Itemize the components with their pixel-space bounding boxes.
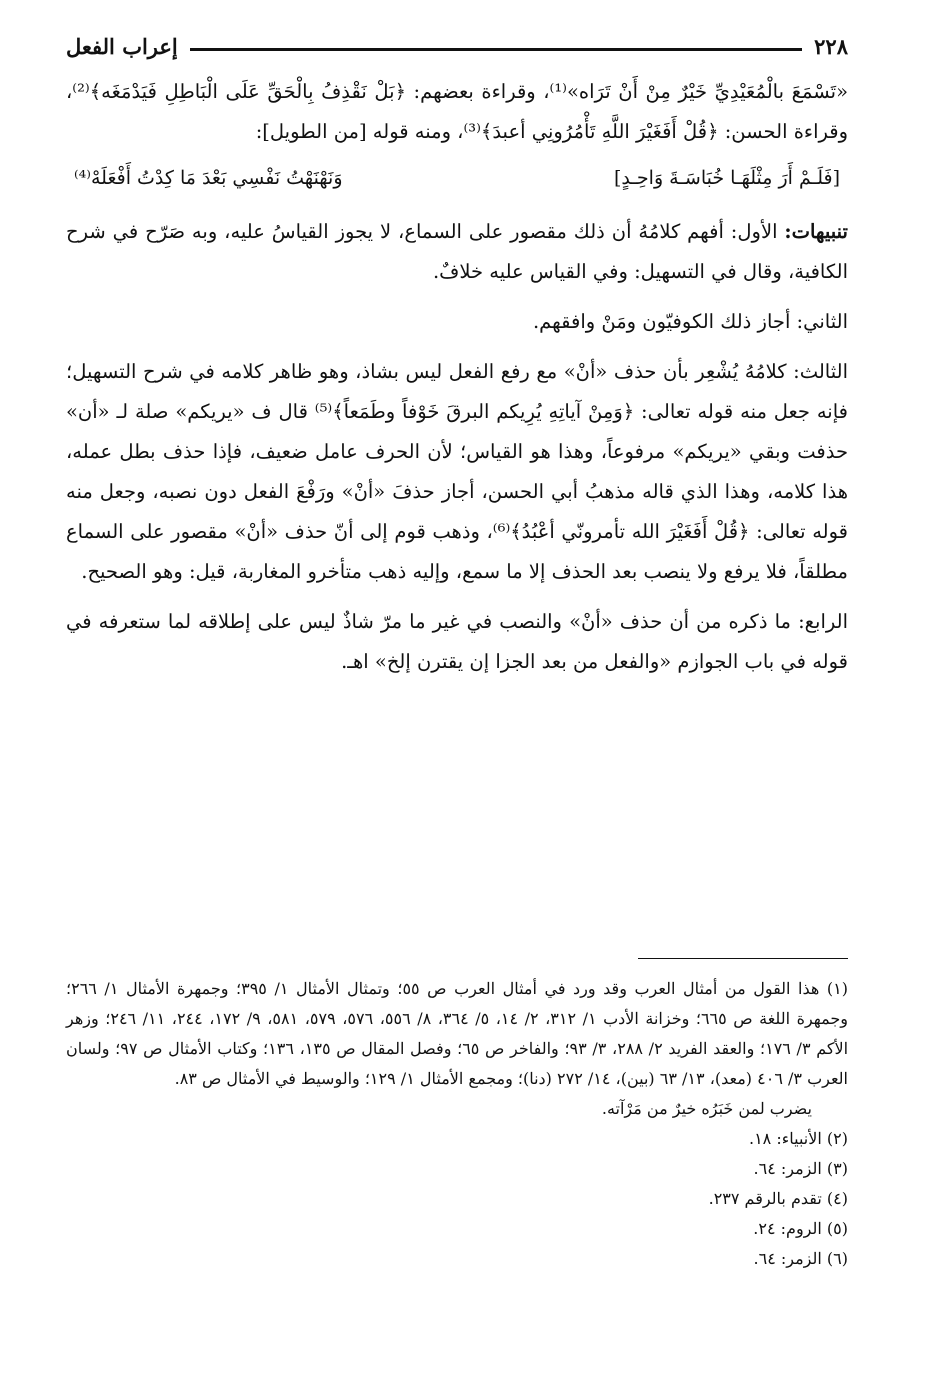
main-text — [66, 72, 848, 682]
paragraph-fourth: الرابع: ما ذكره من أن حذف «أنْ» والنصب في غير ما مرّ شاذٌ ليس على إطلاقه لما ستعرفه في قوله في باب الجوازم «والفعل من بعد الجزا إن يقترن إلخ» اهـ. — [66, 610, 848, 673]
verse-first-hemistich: [فَلَـمْ أَرَ مِثْلَهَـا خُبَاسَـةَ وَاحِـدٍ] — [613, 167, 840, 189]
paragraph-second: الثاني: أجاز ذلك الكوفيّون ومَنْ وافقهم. — [532, 310, 848, 333]
footnote-separator — [638, 958, 848, 959]
footnote-3: (٣) الزمر: ٦٤. — [753, 1159, 848, 1178]
header-rule — [190, 48, 802, 51]
notes-first-text: الأول: أفهم كلامُهُ أن ذلك مقصور على السماع، لا يجوز القياسُ عليه، وبه صَرّح في شرح الكافية، وقال في التسهيل: وفي القياس عليه خلافٌ. — [66, 220, 848, 283]
footnote-1: (١) هذا القول من أمثال العرب وقد ورد في أمثال العرب ص ٥٥؛ وتمثال الأمثال ١/ ٣٩٥؛ وجمهرة الأمثال ١/ ٢٦٦؛ وجمهرة اللغة ص ٦٦٥؛ وخزانة الأدب ١/ ٣١٢، ٢/ ١٤، ٥/ ٣٦٤، ٨/ ٥٥٦، ٥٧٦، ٥٧٩، ٥٨١، ٩/ ١٧٢، ٢٤٤، ١١/ ٢٤٦؛ وزهر الأكم ٣/ ١٧٦؛ والعقد الفريد ٢/ ٢٨٨، ٣/ ٩٣؛ والفاخر ص ٦٥؛ وفصل المقال ص ١٣٥، ١٣٦؛ وكتاب الأمثال ص ٩٧؛ ولسان العرب ٣/ ٤٠٦ (معد)، ١٣/ ٦٣ (بين)، ١٤/ ٢٧٢ (دنا)؛ ومجمع الأمثال ١/ ١٢٩؛ والوسيط في الأمثال ص ٨٣. — [66, 979, 849, 1088]
footnote-1-note: يضرب لمن خَبَرُه خيرٌ من مَرْآته. — [601, 1099, 812, 1118]
verse-second-hemistich: وَنَهْنَهْتُ نَفْسِي بَعْدَ مَا كِدْتُ أَفْعَلَهْ⁽⁴⁾ — [74, 167, 343, 189]
paragraph-third: الثالث: كلامُهُ يُشْعِر بأن حذف «أنْ» مع رفع الفعل ليس بشاذ، وهو ظاهر كلامه في شرح التسهيل؛ فإنه جعل منه قوله تعالى: ﴿وَمِنْ آياتِهِ يُرِيكم البرقَ خَوْفاً وطَمَعاً﴾⁽⁵⁾ قال ف «يريكم» صلة لـ «أن» حذفت وبقي «يريكم» مرفوعاً، وهذا هو القياس؛ لأن الحرف عامل ضعيف، فإذا حذف بطل عمله، هذا كلامه، وهذا الذي قاله مذهبُ أبي الحسن، أجاز حذفَ «أنْ» ورَفْعَ الفعل دون نصبه، وجعل منه قوله تعالى: ﴿قُلْ أَفَغَيْرَ الله تأمرونّي أعْبُدُ﴾⁽⁶⁾، وذهب قوم إلى أنّ حذف «أنْ» مقصور على السماع مطلقاً، فلا يرفع ولا ينصب بعد الحذف إلا ما سمع، وإليه ذهب متأخرو المغاربة، قيل: وهو الصحيح. — [66, 360, 849, 583]
footnote-4: (٤) تقدم بالرقم ٢٣٧. — [708, 1189, 848, 1208]
footnote-5: (٥) الروم: ٢٤. — [753, 1219, 848, 1238]
paragraph-notes-first — [66, 212, 848, 292]
notes-label: تنبيهات: — [784, 220, 848, 243]
footnotes — [66, 974, 848, 1274]
paragraph-1: «تَسْمَعَ بالْمُعَيْدِيِّ خَيْرٌ مِنْ أَنْ تَرَاه»⁽¹⁾، وقراءة بعضهم: ﴿بَلْ نَقْذِفُ بِالْحَقِّ عَلَى الْبَاطِلِ فَيَدْمَغَه﴾⁽²⁾، وقراءة الحسن: ﴿قُلْ أَفَغَيْرَ اللَّهِ تَأْمُرُونِي أعبدَ﴾⁽³⁾، ومنه قوله [من الطويل]: — [66, 80, 848, 143]
book-page — [66, 28, 849, 1268]
footnote-6: (٦) الزمر: ٦٤. — [753, 1249, 848, 1268]
page-number: ٢٢٨ — [814, 33, 848, 59]
running-title: إعراب الفعل — [66, 33, 178, 59]
poetry-verse — [66, 156, 848, 200]
footnote-2: (٢) الأنبياء: ١٨. — [748, 1129, 848, 1148]
page-header — [66, 28, 848, 64]
